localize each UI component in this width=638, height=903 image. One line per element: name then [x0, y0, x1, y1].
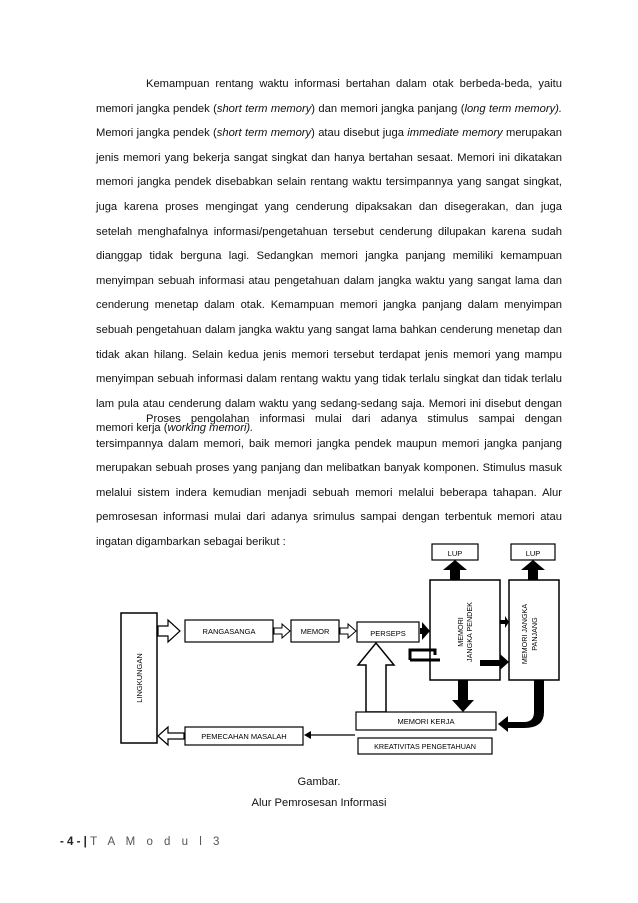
text-run: Proses pengolahan informasi mulai dari adanya stimulus sampai dengan tersimpannya dalam memori, baik memori jangka pendek maupun memori jangka panjang merupakan sebuah proses yang panjang dan melibatkan banyak komponen. Stimulus masuk melalui sistem indera kemudian menjadi sebuah memori melalui beberapa tahapan. Alur pemrosesan informasi mulai dari adanya srimulus sampai dengan terbentuk memori atau ingatan digambarkan sebagai berikut : [96, 413, 562, 548]
long-term-to-working-arrow [498, 680, 544, 732]
forget-label-1: LUP [447, 549, 463, 558]
environment-label: LINGKUNGAN [135, 653, 144, 703]
short-term-memory-label-2: JANGKA PENDEK [465, 602, 474, 662]
back-to-environment-arrow [158, 727, 184, 745]
text-run: ) dan memori jangka panjang ( [311, 102, 465, 115]
italic-run: long term memory). [464, 102, 562, 115]
paragraph-memory-types [96, 72, 562, 441]
text-run: Kemampuan rentang waktu informasi bertahan dalam otak berbeda-beda, yaitu memori jangka pendek ( [96, 78, 562, 115]
text-run: ) atau disebut juga [311, 127, 408, 140]
creativity-label: KREATIVITAS PENGETAHUAN [374, 742, 476, 751]
page-footer [60, 836, 223, 848]
problem-solving-label: PEMECAHAN MASALAH [201, 732, 287, 741]
italic-run: short term memory [216, 127, 312, 140]
information-processing-diagram [110, 540, 562, 755]
sensory-memory-label: MEMOR [300, 627, 330, 636]
long-term-memory-label-1: MEMORI JANGKA [520, 603, 529, 665]
figure-caption-label: Gambar. [297, 776, 341, 788]
working-memory-label: MEMORI KERJA [397, 717, 455, 726]
short-term-memory-label-1: MEMORI [456, 617, 465, 647]
italic-run: working memori). [167, 422, 254, 435]
long-term-memory-label-2: PANJANG [530, 617, 539, 651]
text-run: merupakan jenis memori yang bekerja sangat singkat dan hanya bertahan sesaat. Memori ini dikatakan memori jangka pendek disebabkan selain rentang waktu tersimpannya yang sangat singkat, juga karena proses mengingat yang cenderung dipaksakan dan disegerakan, dan juga setelah menghafalnya informasi/pengetahuan tersebut cenderung dilupakan karena sudah dianggap tidak berguna lagi. Sedangkan memori jangka panjang memiliki kemampuan menyimpan sebuah informasi atau pengetahuan dalam jangka waktu yang sangat lama dan cenderung menetap dalam otak. Kemampuan memori jangka panjang dalam menyimpan sebuah pengetahuan dalam jangka waktu yang sangat lama bahkan cenderung menetap dan tidak akan hilang. Selain kedua jenis memori tersebut terdapat jenis memori yang mampu menyimpan sebuah informasi dalam rentang waktu yang tidak terlalu singkat dan tidak terlalu lam pula atau cenderung dalam waktu yang sedang-sedang saja. Memori ini disebut dengan memori kerja ( [96, 127, 562, 435]
italic-run: immediate memory [407, 127, 503, 140]
forget-label-2: LUP [525, 549, 541, 558]
figure-caption-title: Alur Pemrosesan Informasi [251, 797, 387, 809]
paragraph-processing [96, 407, 562, 555]
document-title: T A M o d u l 3 [90, 836, 224, 848]
to-working-memory-arrow [452, 680, 474, 712]
environment-arrow [158, 620, 180, 642]
stimulus-label: RANGASANGA [202, 627, 256, 636]
italic-run: short term memory [216, 102, 312, 115]
feedback-arrow [358, 643, 394, 712]
forget-arrow-1 [443, 560, 467, 580]
page-number: - 4 - [60, 836, 81, 848]
forget-arrow-2 [521, 560, 545, 580]
text-run: Memori jangka pendek ( [96, 127, 217, 140]
footer-separator: | [83, 836, 87, 848]
perception-label: PERSEPS [370, 629, 406, 638]
